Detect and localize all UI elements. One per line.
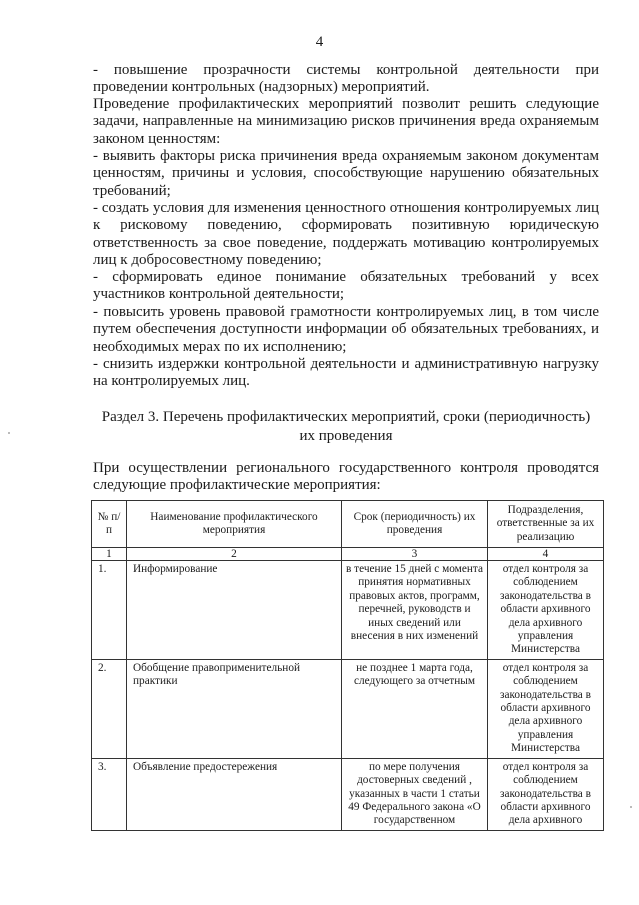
- paragraph-risk-factors: - выявить факторы риска причинения вреда охраняемым законом документам ценностям, причины и условия, способствующие нарушению обязательных требований;: [93, 148, 599, 199]
- measure-responsible: отдел контроля за соблюдением законодательства в области архивного дела архивного управления Министерства: [488, 561, 604, 660]
- measure-name: Информирование: [127, 561, 342, 660]
- measure-responsible: отдел контроля за соблюдением законодательства в области архивного дела архивного управления Министерства: [488, 659, 604, 758]
- scan-speck: [630, 806, 632, 808]
- table-row: [92, 659, 604, 758]
- row-number: 3.: [92, 758, 127, 830]
- column-number: 2: [127, 548, 342, 561]
- paragraph-legal-literacy: - повысить уровень правовой грамотности контролируемых лиц, в том числе путем обеспечения доступности информации об обязательных требованиях, и необходимых мерах по их исполнению;: [93, 304, 599, 355]
- row-number: 1.: [92, 561, 127, 660]
- column-number: 3: [342, 548, 488, 561]
- header-responsible: Подразделения, ответственные за их реализацию: [488, 501, 604, 548]
- paragraph-understanding: - сформировать единое понимание обязательных требований у всех участников контрольной деятельности;: [93, 269, 599, 303]
- measure-period: по мере получения достоверных сведений , указанных в части 1 статьи 49 Федерального закона «О государственном: [342, 758, 488, 830]
- measure-name: Обобщение правоприменительной практики: [127, 659, 342, 758]
- measure-period: в течение 15 дней с момента принятия нормативных правовых актов, программ, перечней, руководств и иных сведений или внесения в них изменений: [342, 561, 488, 660]
- section-heading: Раздел 3. Перечень профилактических мероприятий, сроки (периодичность) их проведения: [101, 409, 591, 444]
- column-number: 1: [92, 548, 127, 561]
- paragraph-table-intro: При осуществлении регионального государственного контроля проводятся следующие профилактические мероприятия:: [93, 460, 599, 494]
- paragraph-transparency: - повышение прозрачности системы контрольной деятельности при проведении контрольных (надзорных) мероприятий.: [93, 62, 599, 96]
- measure-period: не позднее 1 марта года, следующего за отчетным: [342, 659, 488, 758]
- table-row: [92, 561, 604, 660]
- header-number: № п/п: [92, 501, 127, 548]
- header-measure-name: Наименование профилактического мероприятия: [127, 501, 342, 548]
- measure-responsible: отдел контроля за соблюдением законодательства в области архивного дела архивного: [488, 758, 604, 830]
- scan-speck: [8, 432, 10, 434]
- paragraph-reduce-costs: - снизить издержки контрольной деятельности и административную нагрузку на контролируемых лиц.: [93, 356, 599, 390]
- paragraph-conditions: - создать условия для изменения ценностного отношения контролируемых лиц к рисковому поведению, сформировать позитивную юридическую ответственность за свое поведение, поддержать мотивацию контролируемых лиц к добросовестному поведению;: [93, 200, 599, 268]
- table-header-row: [92, 501, 604, 548]
- table-column-numbers-row: [92, 548, 604, 561]
- header-period: Срок (периодичность) их проведения: [342, 501, 488, 548]
- column-number: 4: [488, 548, 604, 561]
- paragraph-tasks-intro: Проведение профилактических мероприятий позволит решить следующие задачи, направленные на минимизацию рисков причинения вреда охраняемым законом ценностям:: [93, 96, 599, 147]
- table-row: [92, 758, 604, 830]
- measure-name: Объявление предостережения: [127, 758, 342, 830]
- page-number: 4: [315, 34, 324, 50]
- row-number: 2.: [92, 659, 127, 758]
- measures-table: [91, 500, 604, 831]
